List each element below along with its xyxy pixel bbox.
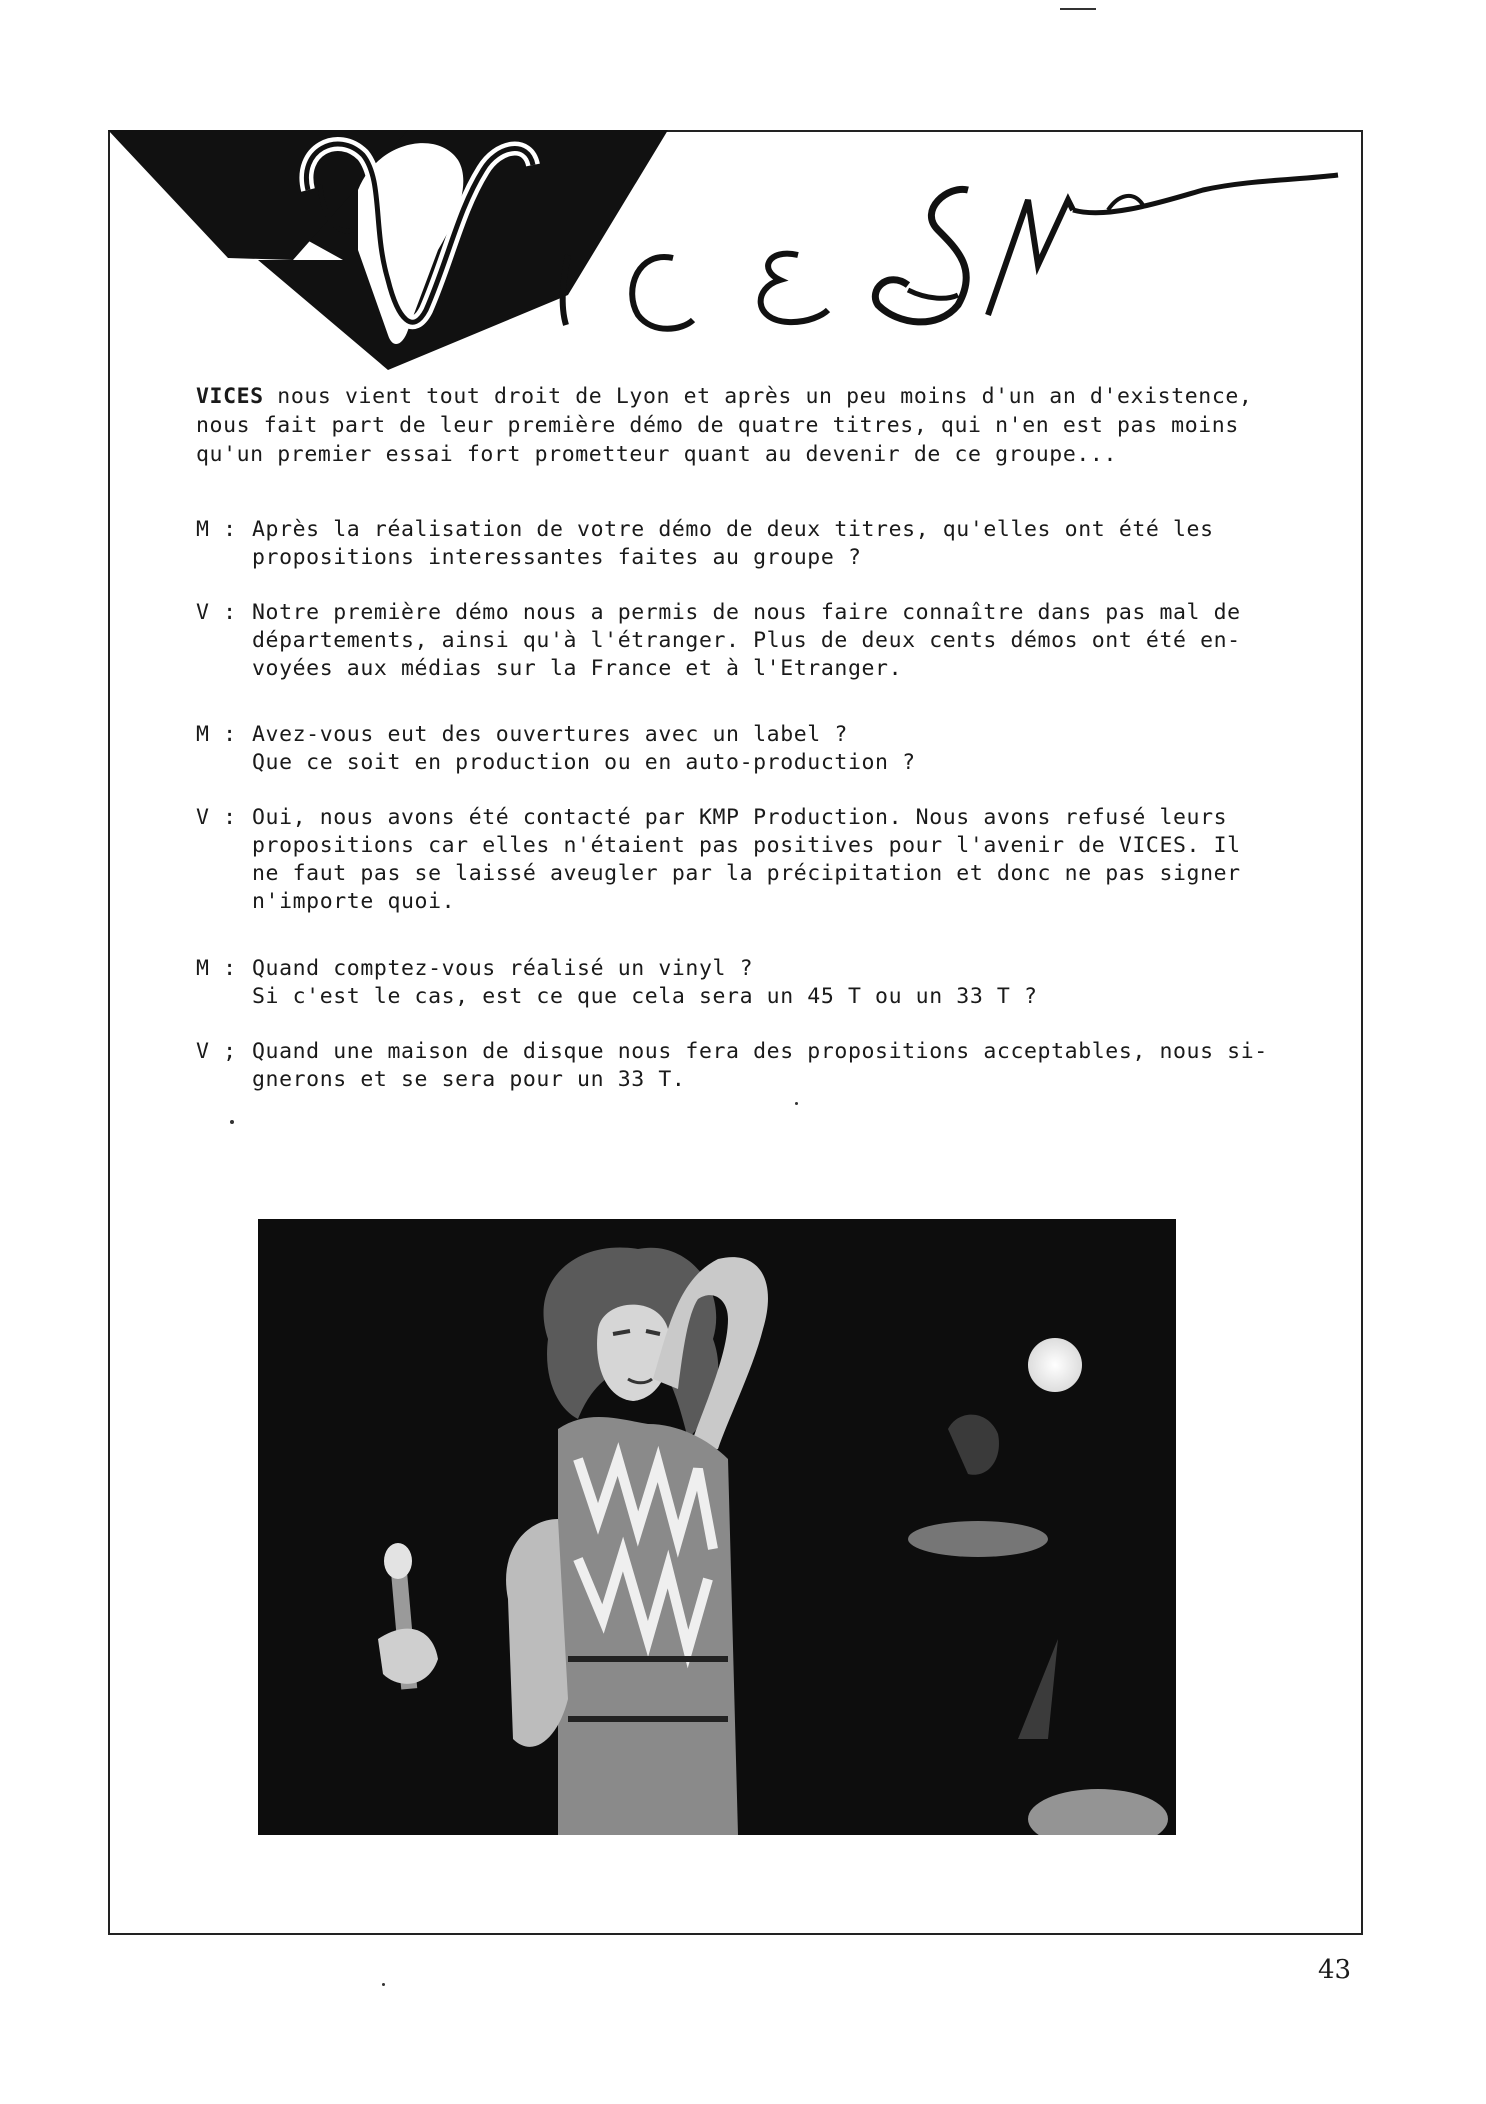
speaker-label: M : — [196, 722, 237, 747]
intro-line-3: qu'un premier essai fort prometteur quant au devenir de ce groupe... — [196, 442, 1117, 467]
speaker-label: M : — [196, 956, 237, 981]
speaker-label: V ; — [196, 1039, 237, 1064]
qa-text: Quand comptez-vous réalisé un vinyl ? Si c'est le cas, est ce que cela sera un 45 T ou un 33 T ? — [252, 956, 1038, 1009]
band-photo — [258, 1219, 1176, 1835]
intro-paragraph — [196, 382, 1286, 469]
question-3 — [196, 955, 1306, 1011]
band-logo — [108, 130, 1363, 380]
scan-dot — [230, 1120, 234, 1124]
answer-2 — [196, 804, 1306, 916]
scan-mark — [1060, 8, 1096, 10]
page-number: 43 — [1318, 1955, 1352, 1985]
qa-text: Avez-vous eut des ouvertures avec un label ? Que ce soit en production ou en auto-production ? — [252, 722, 916, 775]
speaker-label: V : — [196, 805, 237, 830]
qa-text: Quand une maison de disque nous fera des propositions acceptables, nous si- gnerons et se sera pour un 33 T. — [252, 1039, 1268, 1092]
question-2 — [196, 721, 1306, 777]
speaker-label: V : — [196, 600, 237, 625]
intro-line-1: nous vient tout droit de Lyon et après un peu moins d'un an d'existence, — [263, 384, 1253, 409]
scan-dot — [795, 1102, 798, 1105]
band-name: VICES — [196, 384, 264, 409]
answer-1 — [196, 599, 1306, 683]
logo-alt-text: VICES — [113, 375, 117, 376]
question-1 — [196, 516, 1306, 572]
speaker-label: M : — [196, 517, 237, 542]
scan-dot — [382, 1983, 385, 1986]
qa-text: Oui, nous avons été contacté par KMP Production. Nous avons refusé leurs propositions car elles n'étaient pas positives pour l'avenir de VICES. Il ne faut pas se laissé aveugler par la précipitation et donc ne pas signer n'importe quoi. — [252, 805, 1241, 914]
answer-3 — [196, 1038, 1306, 1094]
qa-text: Notre première démo nous a permis de nous faire connaître dans pas mal de départements, ainsi qu'à l'étranger. Plus de deux cents démos ont été en- voyées aux médias sur la France et à l'Etranger. — [252, 600, 1241, 681]
intro-line-2: nous fait part de leur première démo de quatre titres, qui n'en est pas moins — [196, 413, 1239, 438]
qa-text: Après la réalisation de votre démo de deux titres, qu'elles ont été les propositions interessantes faites au groupe ? — [252, 517, 1214, 570]
